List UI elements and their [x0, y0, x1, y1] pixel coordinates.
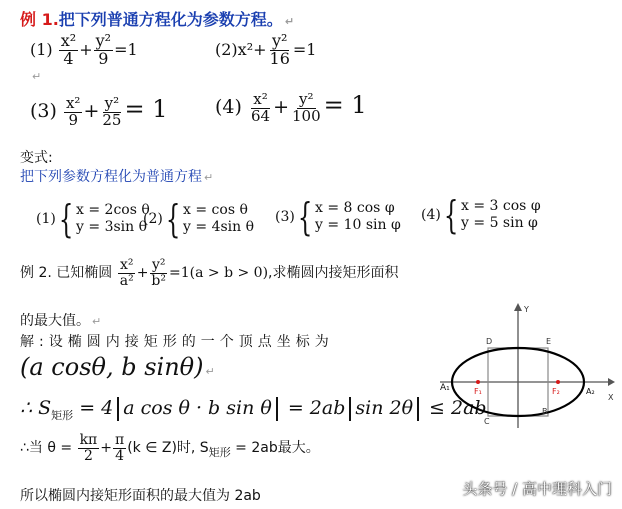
- ellipse-diagram: [438, 300, 616, 430]
- focus-2-label: F₂: [552, 387, 560, 396]
- y-axis-arrow: [514, 303, 522, 311]
- system-2: (2) { x = cos θ y = 4sin θ: [143, 197, 255, 241]
- problem-2: (2)x²+ $\frac{\text{y²}}{16}$ =1: [215, 31, 317, 68]
- vertex-a1-label: A₁: [440, 383, 450, 393]
- focus-1: [476, 380, 480, 384]
- corner-c-label: C: [484, 417, 490, 426]
- system-1: (1) { x = 2cos θ y = 3sin θ: [36, 197, 150, 241]
- corner-d-label: D: [486, 337, 493, 346]
- focus-2: [556, 380, 560, 384]
- problem-1: (1) $\frac{\text{x²}}{4}$ + $\frac{\text{y²}}{9}$ =1: [30, 31, 138, 68]
- problem-4: (4) $\frac{\text{x²}}{64}$ + $\frac{\text{y²}}{100}$ = 1: [215, 89, 367, 125]
- focus-1-label: F₁: [474, 387, 482, 396]
- corner-b-label: B: [542, 407, 548, 416]
- x-axis-label: X: [608, 393, 614, 402]
- problem-3: (3) $\frac{\text{x²}}{9}$ + $\frac{\text{y²}}{25}$ = 1: [30, 93, 168, 129]
- example-1-label: 例 1.: [20, 10, 59, 29]
- vertex-a2-label: A₂: [586, 387, 595, 396]
- system-4: (4) { x = 3 cos φ y = 5 sin φ: [421, 193, 541, 237]
- y-axis-label: Y: [524, 305, 529, 314]
- solution-intro: 解:设椭圆内接矩形的一个顶点坐标为: [20, 334, 334, 350]
- variant-label: 变式:: [20, 150, 53, 166]
- vertex-coordinates: (a cosθ, b sinθ) ↵: [20, 353, 215, 381]
- maximum-condition: ∴当 θ = $\frac{k\pi}{2}$ + $\frac{\pi}{4}$ (k ∈ Z)时, $S_{矩形} = 2ab$最大。: [20, 432, 320, 464]
- x-axis-arrow: [608, 378, 615, 386]
- area-expression: ∴ $S_{矩形} = 4$ a cos θ · b sin θ = 2ab sin 2θ ≤ 2ab: [20, 397, 487, 422]
- example-1-title: 把下列普通方程化为参数方程。: [58, 10, 283, 29]
- system-3: (3) { x = 8 cos φ y = 10 sin φ: [275, 195, 401, 239]
- watermark: 头条号 / 高中理科入门: [462, 480, 612, 498]
- conclusion: 所以椭圆内接矩形面积的最大值为 2ab: [20, 488, 261, 504]
- example-1-heading: 例 1.把下列普通方程化为参数方程。 ↵: [20, 10, 295, 29]
- corner-e-label: E: [546, 337, 552, 346]
- example-2-statement: 例 2. 已知椭圆 $\frac{\text{x²}}{\text{a²}}$ + $\frac{\text{y²}}{\text{b²}}$ =1(a > b > 0),求椭圆内接矩形面积: [20, 257, 399, 289]
- variant-title: 把下列参数方程化为普通方程 ↵: [20, 169, 214, 185]
- example-2-statement-cont: 的最大值。 ↵: [20, 313, 102, 329]
